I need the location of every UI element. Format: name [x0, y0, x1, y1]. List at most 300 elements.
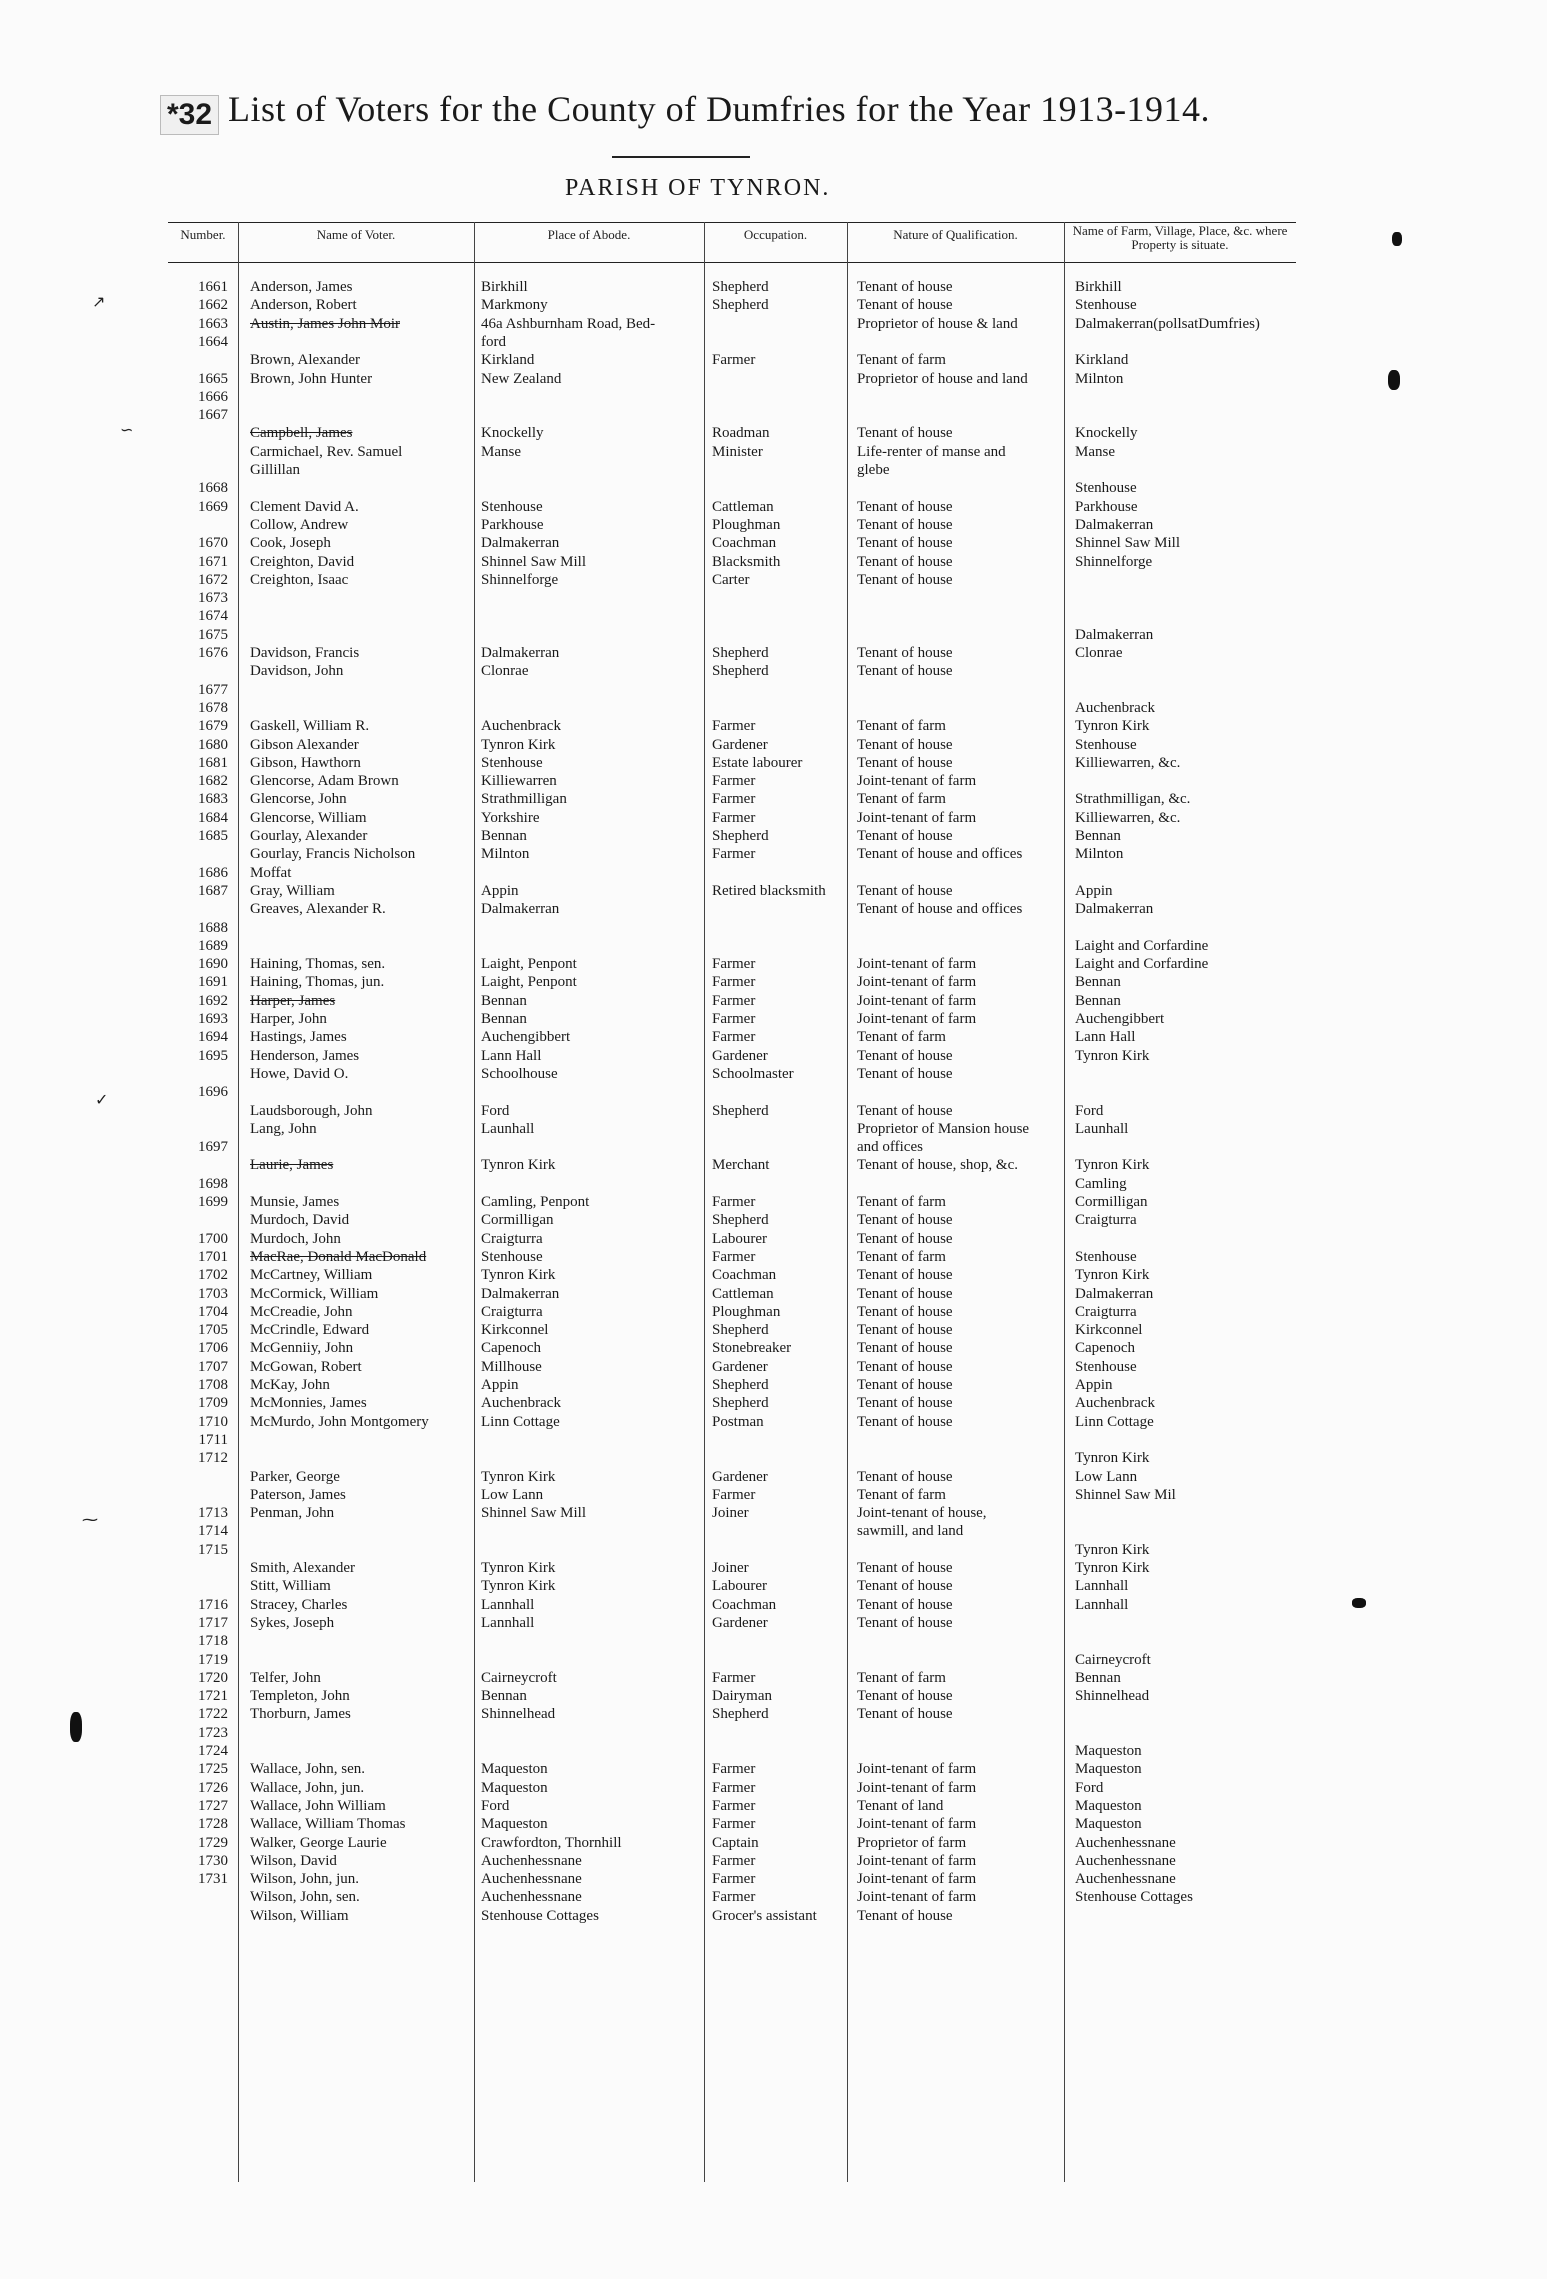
cell-qual: Joint-tenant of farm [857, 1889, 977, 1906]
cell-qual: Tenant of house [857, 1267, 953, 1284]
cell-abode: Tynron Kirk [481, 1267, 556, 1284]
cell-num: 1692 [198, 992, 228, 1009]
cell-occ: Shepherd [712, 663, 769, 680]
cell-name: Walker, George Laurie [250, 1834, 387, 1851]
cell-qual: Tenant of farm [857, 791, 946, 808]
cell-name: Henderson, James [250, 1047, 360, 1064]
table-row [0, 1394, 1547, 1412]
cell-qual: Tenant of house [857, 1907, 953, 1924]
table-row [0, 607, 1547, 625]
cell-name: Wallace, William Thomas [250, 1816, 406, 1833]
cell-abode: Schoolhouse [481, 1065, 558, 1082]
cell-name: McCreadie, John [250, 1303, 353, 1320]
table-row [0, 1522, 1547, 1540]
cell-num: 1700 [198, 1230, 228, 1247]
cell-name: Davidson, John [250, 663, 344, 680]
cell-name: Lang, John [250, 1120, 317, 1137]
cell-prop: Bennan [1075, 1669, 1121, 1686]
table-row [0, 370, 1547, 388]
cell-prop: Shinnelforge [1075, 553, 1153, 570]
cell-abode: Birkhill [481, 279, 528, 295]
table-row [0, 1102, 1547, 1120]
handwritten-mark: ↗ [92, 292, 106, 311]
page-title: List of Voters for the County of Dumfries for the Year 1913-1914. [228, 89, 1211, 129]
cell-prop: Dalmakerran [1075, 516, 1154, 533]
cell-qual: Tenant of house [857, 1212, 953, 1229]
cell-qual: Joint-tenant of farm [857, 1761, 977, 1778]
parish-heading: PARISH OF TYNRON. [565, 175, 831, 201]
cell-qual: Proprietor of house and land [857, 370, 1028, 387]
cell-occ: Farmer [712, 718, 756, 735]
cell-prop: Stenhouse Cottages [1075, 1889, 1193, 1906]
cell-abode: Markmony [481, 297, 548, 314]
cell-name: McGenniiy, John [250, 1340, 354, 1357]
cell-occ: Coachman [712, 535, 777, 552]
cell-prop: Tynron Kirk [1075, 1047, 1150, 1064]
table-row [0, 937, 1547, 955]
cell-occ: Shepherd [712, 828, 769, 844]
cell-prop: Dalmakerran [1075, 901, 1154, 918]
cell-occ: Farmer [712, 1669, 756, 1686]
cell-prop: Parkhouse [1075, 498, 1138, 515]
cell-num: 1730 [198, 1852, 228, 1869]
cell-name: Sykes, Joseph [250, 1614, 335, 1631]
cell-abode: Shinnelhead [481, 1706, 556, 1723]
cell-num: 1690 [198, 956, 228, 973]
cell-num: 1708 [198, 1377, 228, 1393]
table-row [0, 992, 1547, 1010]
cell-qual: Joint-tenant of farm [857, 1871, 977, 1888]
cell-occ: Shepherd [712, 1102, 769, 1119]
cell-num: 1689 [198, 937, 228, 954]
cell-prop: Tynron Kirk [1075, 1157, 1150, 1174]
cell-qual: Tenant of house [857, 1614, 953, 1631]
cell-num: 1679 [198, 718, 228, 735]
cell-abode: Lannhall [481, 1596, 535, 1613]
cell-abode: Crawfordton, Thornhill [481, 1834, 622, 1851]
cell-num: 1724 [198, 1743, 228, 1759]
cell-prop: Camling [1075, 1175, 1127, 1192]
cell-abode: 46a Ashburnham Road, Bed- [481, 315, 656, 332]
cell-qual: Tenant of house [857, 736, 953, 753]
cell-abode: Laight, Penpont [481, 956, 577, 973]
cell-prop: Shinnel Saw Mil [1075, 1486, 1176, 1503]
cell-prop: Cormilligan [1075, 1194, 1148, 1210]
cell-abode: Knockelly [481, 425, 544, 442]
cell-num: 1731 [198, 1871, 228, 1888]
table-row [0, 1303, 1547, 1321]
cell-name: McMonnies, James [250, 1395, 367, 1412]
cell-qual: Joint-tenant of farm [857, 1779, 977, 1796]
cell-qual: Tenant of house [857, 754, 953, 771]
table-row [0, 882, 1547, 900]
table-row [0, 498, 1547, 516]
cell-num: 1729 [198, 1834, 228, 1851]
cell-name: Harper, James [250, 992, 336, 1009]
cell-occ: Gardener [712, 1614, 768, 1631]
cell-num: 1661 [198, 279, 228, 295]
cell-num: 1682 [198, 773, 228, 790]
table-row [0, 571, 1547, 589]
cell-prop: Auchenhessnane [1075, 1852, 1176, 1869]
cell-qual: Tenant of farm [857, 1669, 946, 1686]
cell-prop: Tynron Kirk [1075, 1560, 1150, 1576]
column-header-number: Number. [180, 227, 226, 242]
cell-num: 1691 [198, 974, 228, 991]
cell-occ: Shepherd [712, 1322, 769, 1339]
cell-name: Paterson, James [250, 1486, 346, 1503]
cell-occ: Farmer [712, 1797, 756, 1814]
cell-num: 1662 [198, 297, 228, 314]
table-row [0, 1175, 1547, 1193]
cell-abode: Tynron Kirk [481, 1157, 556, 1174]
cell-qual: Proprietor of Mansion house [857, 1120, 1030, 1137]
table-row [0, 516, 1547, 534]
cell-num: 1711 [198, 1431, 228, 1448]
cell-abode: Craigturra [481, 1230, 543, 1247]
cell-occ: Postman [712, 1413, 764, 1430]
table-row [0, 1596, 1547, 1614]
table-row [0, 1376, 1547, 1394]
cell-occ: Coachman [712, 1596, 777, 1613]
cell-abode: Lann Hall [481, 1047, 542, 1064]
cell-num: 1703 [198, 1285, 228, 1302]
cell-occ: Cattleman [712, 1285, 774, 1302]
cell-abode: Yorkshire [481, 809, 540, 826]
table-row [0, 1486, 1547, 1504]
cell-prop: Bennan [1075, 828, 1121, 844]
cell-prop: Birkhill [1075, 279, 1122, 295]
ink-blot [1352, 1598, 1366, 1608]
cell-qual: Tenant of house and offices [857, 901, 1023, 918]
table-row [0, 681, 1547, 699]
cell-name: Creighton, David [250, 553, 355, 570]
cell-num: 1668 [198, 480, 228, 497]
cell-prop: Maqueston [1075, 1797, 1142, 1814]
cell-prop: Dalmakerran(pollsatDumfries) [1075, 315, 1260, 332]
cell-name: Anderson, James [250, 279, 353, 295]
cell-prop: Tynron Kirk [1075, 1450, 1150, 1467]
cell-num: 1663 [198, 315, 228, 332]
cell-prop: Craigturra [1075, 1212, 1137, 1229]
cell-qual: Tenant of house [857, 1303, 953, 1320]
cell-qual: Joint-tenant of farm [857, 1816, 977, 1833]
table-row [0, 1230, 1547, 1248]
cell-occ: Farmer [712, 1761, 756, 1778]
table-row [0, 1028, 1547, 1046]
cell-abode: Ford [481, 1102, 510, 1119]
table-row [0, 644, 1547, 662]
table-row [0, 662, 1547, 680]
cell-num: 1677 [198, 681, 228, 698]
cell-name: Collow, Andrew [250, 516, 349, 533]
table-row [0, 443, 1547, 461]
cell-num: 1670 [198, 535, 228, 552]
cell-occ: Shepherd [712, 279, 769, 295]
cell-num: 1719 [198, 1651, 228, 1668]
cell-prop: Dalmakerran [1075, 626, 1154, 643]
cell-occ: Farmer [712, 1871, 756, 1888]
cell-qual: Tenant of house [857, 1102, 953, 1119]
cell-prop: Milnton [1075, 370, 1124, 387]
table-row [0, 1358, 1547, 1376]
cell-prop: Auchenbrack [1075, 1395, 1155, 1412]
table-row [0, 1815, 1547, 1833]
cell-prop: Maqueston [1075, 1743, 1142, 1759]
cell-prop: Tynron Kirk [1075, 718, 1150, 735]
cell-name: McCormick, William [250, 1285, 379, 1302]
table-row [0, 315, 1547, 333]
table-row [0, 479, 1547, 497]
cell-occ: Shepherd [712, 1395, 769, 1412]
cell-qual: Tenant of house [857, 663, 953, 680]
cell-qual: Tenant of farm [857, 1486, 946, 1503]
cell-occ: Farmer [712, 352, 756, 369]
cell-num: 1721 [198, 1688, 228, 1705]
cell-prop: Craigturra [1075, 1303, 1137, 1320]
cell-qual: Proprietor of farm [857, 1834, 967, 1851]
cell-num: 1676 [198, 645, 228, 661]
cell-prop: Linn Cottage [1075, 1413, 1154, 1430]
cell-abode: Laight, Penpont [481, 974, 577, 991]
cell-qual: Tenant of house [857, 1358, 953, 1375]
cell-num: 1685 [198, 828, 228, 844]
cell-qual: Tenant of farm [857, 1248, 946, 1265]
cell-abode: Bennan [481, 992, 527, 1009]
page-reference: *32 [160, 95, 219, 135]
cell-abode: Auchenbrack [481, 1395, 561, 1412]
cell-name: Creighton, Isaac [250, 571, 349, 588]
cell-qual: Tenant of house [857, 1322, 953, 1339]
table-row [0, 351, 1547, 369]
cell-num: 1727 [198, 1797, 228, 1814]
table-row [0, 461, 1547, 479]
cell-occ: Farmer [712, 1779, 756, 1796]
cell-num: 1665 [198, 370, 228, 387]
cell-name: Templeton, John [250, 1688, 350, 1705]
table-row [0, 553, 1547, 571]
cell-prop: Launhall [1075, 1120, 1129, 1137]
cell-name: Wilson, John, jun. [250, 1871, 359, 1888]
cell-abode: Kirkconnel [481, 1322, 549, 1339]
cell-name: Stitt, William [250, 1578, 331, 1595]
cell-abode: Dalmakerran [481, 535, 560, 552]
table-row [0, 1065, 1547, 1083]
cell-num: 1681 [198, 754, 228, 771]
cell-qual: Joint-tenant of farm [857, 773, 977, 790]
header-bottom-rule [168, 262, 1296, 263]
cell-occ: Stonebreaker [712, 1340, 792, 1357]
cell-qual: Tenant of house [857, 1285, 953, 1302]
cell-prop: Kirkconnel [1075, 1322, 1143, 1339]
cell-qual: Tenant of farm [857, 352, 946, 369]
cell-num: 1695 [198, 1047, 228, 1064]
cell-num: 1688 [198, 919, 228, 936]
cell-qual: Tenant of house [857, 1230, 953, 1247]
cell-occ: Farmer [712, 791, 756, 808]
cell-prop: Ford [1075, 1102, 1104, 1119]
table-row [0, 1266, 1547, 1284]
cell-abode: Auchenbrack [481, 718, 561, 735]
cell-prop: Kirkland [1075, 352, 1129, 369]
table-row [0, 1834, 1547, 1852]
cell-qual: Tenant of house [857, 1706, 953, 1723]
cell-name: Haining, Thomas, jun. [250, 974, 385, 991]
cell-prop: Bennan [1075, 992, 1121, 1009]
cell-name: Gillillan [250, 462, 300, 478]
cell-qual: Tenant of house [857, 1413, 953, 1430]
cell-num: 1671 [198, 553, 228, 570]
cell-abode: Shinnelforge [481, 571, 559, 588]
cell-prop: Lannhall [1075, 1578, 1129, 1595]
cell-abode: Parkhouse [481, 516, 544, 533]
table-row [0, 1779, 1547, 1797]
cell-abode: Milnton [481, 846, 530, 863]
cell-occ: Farmer [712, 1194, 756, 1210]
cell-num: 1720 [198, 1669, 228, 1686]
cell-abode: Clonrae [481, 663, 529, 680]
cell-qual: Tenant of farm [857, 1194, 946, 1210]
cell-abode: Cormilligan [481, 1212, 554, 1229]
cell-qual: Tenant of house [857, 571, 953, 588]
cell-abode: Tynron Kirk [481, 1468, 556, 1485]
cell-qual: Tenant of house [857, 1560, 953, 1576]
cell-name: Wilson, John, sen. [250, 1889, 360, 1906]
cell-abode: Stenhouse [481, 498, 543, 515]
cell-name: Gibson Alexander [250, 736, 359, 753]
cell-occ: Captain [712, 1834, 759, 1851]
cell-prop: Bennan [1075, 974, 1121, 991]
cell-abode: Bennan [481, 828, 527, 844]
cell-qual: Tenant of farm [857, 718, 946, 735]
cell-abode: Auchenhessnane [481, 1871, 582, 1888]
cell-occ: Farmer [712, 992, 756, 1009]
cell-name: Anderson, Robert [250, 297, 357, 314]
table-row [0, 1614, 1547, 1632]
cell-abode: Low Lann [481, 1486, 544, 1503]
cell-prop: Strathmilligan, &c. [1075, 791, 1191, 808]
cell-occ: Gardener [712, 1468, 768, 1485]
cell-abode: Appin [481, 1377, 519, 1393]
cell-abode: New Zealand [481, 370, 562, 387]
cell-name: Wallace, John, sen. [250, 1761, 366, 1778]
cell-prop: Shinnel Saw Mill [1075, 535, 1181, 552]
cell-name: Campbell, James [250, 425, 353, 442]
cell-occ: Farmer [712, 1248, 756, 1265]
table-row [0, 1559, 1547, 1577]
cell-num: 1674 [198, 608, 228, 625]
table-row [0, 1211, 1547, 1229]
cell-qual: Tenant of house [857, 1596, 953, 1613]
cell-prop: Laight and Corfardine [1075, 937, 1209, 954]
cell-abode: Dalmakerran [481, 645, 560, 661]
table-row [0, 1742, 1547, 1760]
cell-prop: Appin [1075, 882, 1113, 899]
cell-name: Haining, Thomas, sen. [250, 956, 386, 973]
table-row [0, 1852, 1547, 1870]
cell-prop: Maqueston [1075, 1761, 1142, 1778]
cell-qual: Tenant of house and offices [857, 846, 1023, 863]
table-row [0, 736, 1547, 754]
cell-name: Wilson, William [250, 1907, 349, 1924]
cell-occ: Ploughman [712, 516, 781, 533]
cell-name: Greaves, Alexander R. [250, 901, 386, 918]
cell-qual: Tenant of house [857, 279, 953, 295]
cell-num: 1702 [198, 1267, 228, 1284]
cell-prop: Clonrae [1075, 645, 1123, 661]
cell-occ: Farmer [712, 1486, 756, 1503]
cell-name: Cook, Joseph [250, 535, 331, 552]
cell-qual: Tenant of house [857, 1395, 953, 1412]
cell-qual: Tenant of land [857, 1797, 944, 1814]
table-row [0, 1541, 1547, 1559]
cell-abode: Auchenhessnane [481, 1852, 582, 1869]
table-row [0, 1083, 1547, 1101]
cell-name: Murdoch, John [250, 1230, 341, 1247]
table-row [0, 1120, 1547, 1138]
handwritten-mark: ✓ [95, 1090, 109, 1109]
table-row [0, 1687, 1547, 1705]
cell-occ: Schoolmaster [712, 1065, 794, 1082]
cell-name: Telfer, John [250, 1669, 321, 1686]
cell-name: Clement David A. [250, 498, 359, 515]
cell-qual: Tenant of house [857, 498, 953, 515]
cell-qual: Proprietor of house & land [857, 315, 1018, 332]
cell-abode: Stenhouse [481, 754, 543, 771]
cell-prop: Dalmakerran [1075, 1285, 1154, 1302]
cell-occ: Carter [712, 571, 750, 588]
cell-prop: Killiewarren, &c. [1075, 754, 1181, 771]
cell-num: 1705 [198, 1322, 228, 1339]
cell-abode: Stenhouse [481, 1248, 543, 1265]
cell-name: Austin, James John Moir [250, 315, 400, 332]
cell-prop: Auchengibbert [1075, 1011, 1165, 1027]
cell-occ: Farmer [712, 773, 756, 790]
cell-qual: Tenant of house [857, 1340, 953, 1357]
cell-occ: Roadman [712, 425, 770, 442]
cell-qual: Tenant of house [857, 1377, 953, 1393]
cell-name: Stracey, Charles [250, 1596, 348, 1613]
cell-occ: Farmer [712, 974, 756, 991]
cell-occ: Blacksmith [712, 553, 781, 570]
cell-qual: Tenant of house [857, 1468, 953, 1485]
table-row [0, 845, 1547, 863]
table-row [0, 1285, 1547, 1303]
cell-name: Carmichael, Rev. Samuel [250, 443, 403, 460]
cell-occ: Gardener [712, 1358, 768, 1375]
cell-prop: Cairneycroft [1075, 1651, 1151, 1668]
table-row [0, 1138, 1547, 1156]
cell-abode: Camling, Penpont [481, 1194, 590, 1210]
cell-num: 1672 [198, 571, 228, 588]
cell-prop: Auchenhessnane [1075, 1834, 1176, 1851]
cell-qual: Tenant of house [857, 535, 953, 552]
cell-name: Munsie, James [250, 1194, 340, 1210]
cell-num: 1675 [198, 626, 228, 643]
cell-qual: Tenant of house [857, 297, 953, 314]
cell-name: Murdoch, David [250, 1212, 350, 1229]
cell-name: Gourlay, Alexander [250, 828, 368, 844]
cell-abode: Dalmakerran [481, 1285, 560, 1302]
table-row [0, 1010, 1547, 1028]
cell-num: 1707 [198, 1358, 228, 1375]
title-rule [612, 156, 750, 158]
table-row [0, 1156, 1547, 1174]
cell-prop: Tynron Kirk [1075, 1541, 1150, 1558]
cell-num: 1664 [198, 333, 228, 350]
cell-prop: Lann Hall [1075, 1029, 1136, 1046]
cell-qual: glebe [857, 462, 890, 478]
